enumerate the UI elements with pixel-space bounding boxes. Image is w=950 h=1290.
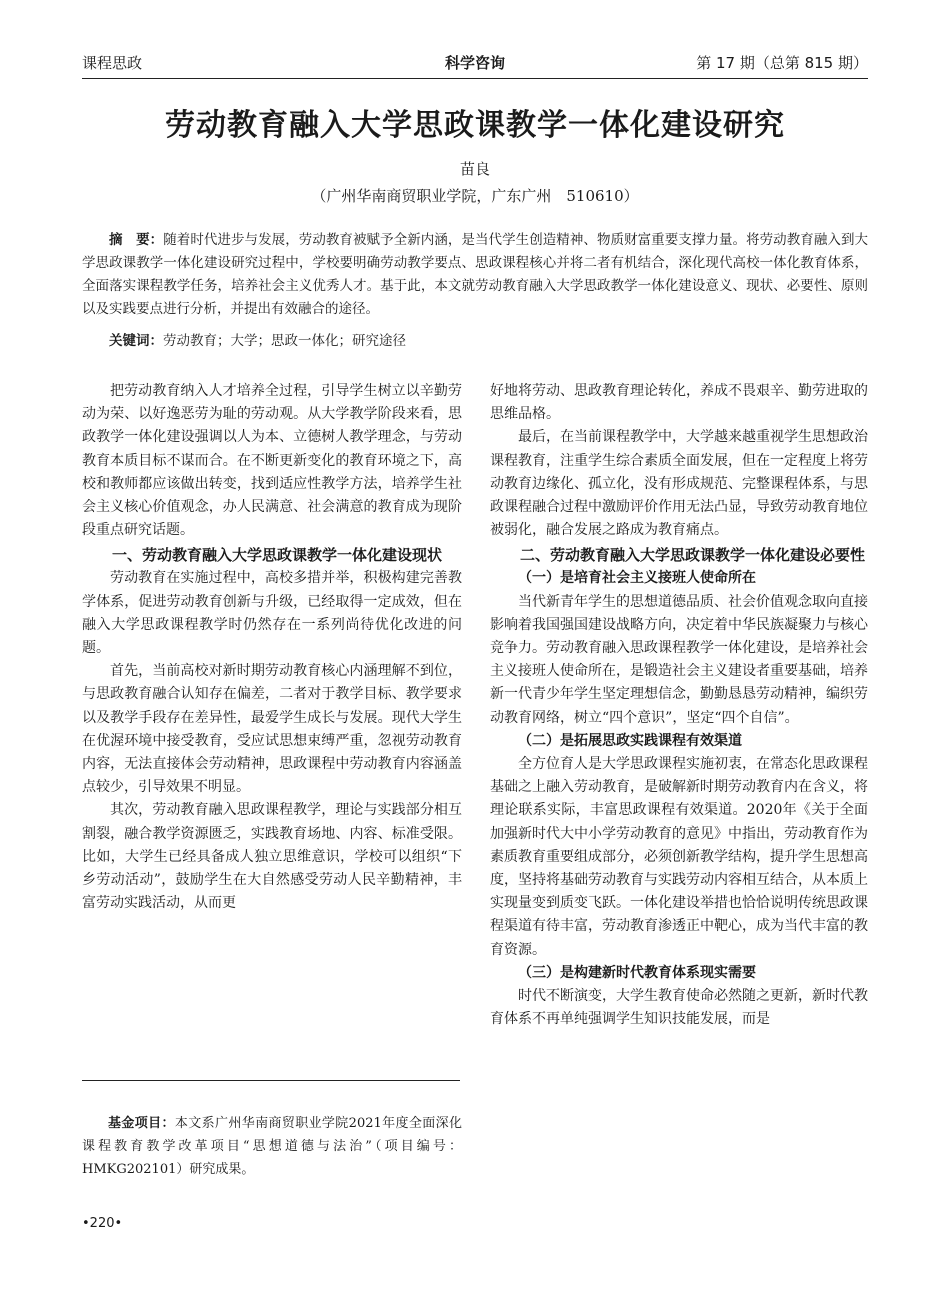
footnote-rule: [82, 1080, 460, 1081]
paragraph: 全方位育人是大学思政课程实施初衷，在常态化思政课程基础之上融入劳动教育，是破解新时期劳动教育内在含义，将理论联系实际，丰富思政课程有效渠道。2020年《关于全面加强新时代大中小学劳动教育的意见》中指出，劳动教育作为素质教育重要组成部分，必须创新教学结构，提升学生思想高度，坚持将基础劳动教育与实践劳动内容相互结合，从本质上实现量变到质变飞跃。一体化建设举措也恰恰说明传统思政课程渠道有待丰富，劳动教育渗透正中靶心，成为当代丰富的教育资源。: [490, 756, 868, 958]
section-heading-2: 二、劳动教育融入大学思政课教学一体化建设必要性: [520, 546, 866, 565]
author: 苗良: [459, 160, 490, 178]
paragraph: 最后，在当前课程教学中，大学越来越重视学生思想政治课程教育，注重学生综合素质全面发展，但在一定程度上将劳动教育边缘化、孤立化，没有形成规范、完整课程体系，与思政课程融合过程中激励评价作用无法凸显，导致劳动教育地位被弱化，融合发展之路成为教育痛点。: [490, 429, 868, 539]
paragraph: 首先，当前高校对新时期劳动教育核心内涵理解不到位，与思政教育融合认知存在偏差，二者对于教学目标、教学要求以及教学手段存在差异性，最爱学生成长与发展。现代大学生在优渥环境中接受教育，受应试思想束缚严重，忽视劳动教育内容，无法直接体会劳动精神，思政课程中劳动教育内容涵盖点较少，引导效果不明显。: [82, 663, 462, 796]
paragraph: 当代新青年学生的思想道德品质、社会价值观念取向直接影响着我国强国建设战略方向，决定着中华民族凝聚力与核心竞争力。劳动教育融入思政课程教学一体化建设，是培养社会主义接班人使命所在，是锻造社会主义建设者重要基础，培养新一代青少年学生坚定理想信念，勤勤恳恳劳动精神，编织劳动教育网络，树立“四个意识”，坚定“四个自信”。: [490, 593, 868, 726]
affiliation: （广州华南商贸职业学院，广东广州 510610）: [311, 187, 639, 205]
abstract: [82, 229, 868, 321]
funding-text: 本文系广州华南商贸职业学院2021年度全面深化课程教育教学改革项目“思想道德与法治”（项目编号：HMKG202101）研究成果。: [82, 1116, 462, 1177]
right-column: [490, 380, 868, 1031]
page-number: •220•: [82, 1216, 123, 1231]
subsection-heading-1: （一）是培育社会主义接班人使命所在: [518, 570, 756, 587]
funding-label: 基金项目：: [108, 1116, 175, 1131]
abstract-text: 随着时代进步与发展，劳动教育被赋予全新内涵，是当代学生创造精神、物质财富重要支撑力量。将劳动教育融入到大学思政课教学一体化建设研究过程中，学校要明确劳动教学要点、思政课程核心并将二者有机结合，深化现代高校一体化教育体系，全面落实课程教学任务，培养社会主义优秀人才。基于此，本文就劳动教育融入大学思政教学一体化建设意义、现状、必要性、原则以及实践要点进行分析，并提出有效融合的途径。: [82, 232, 868, 317]
paragraph-continued: 好地将劳动、思政教育理论转化，养成不畏艰辛、勤劳进取的思维品格。: [490, 383, 868, 423]
header-section: 课程思政: [82, 54, 143, 72]
subsection-heading-2: （二）是拓展思政实践课程有效渠道: [518, 732, 742, 749]
subsection-heading-3: （三）是构建新时代教育体系现实需要: [518, 964, 756, 981]
keywords-label: 关键词：: [109, 333, 163, 349]
paragraph: 劳动教育在实施过程中，高校多措并举，积极构建完善教学体系，促进劳动教育创新与升级，已经取得一定成效，但在融入大学思政课程教学时仍然存在一系列尚待优化改进的问题。: [82, 570, 462, 657]
header-issue: 第 17 期（总第 815 期）: [696, 54, 868, 72]
keywords-text: 劳动教育；大学；思政一体化；研究途径: [163, 333, 406, 349]
section-heading-1: 一、劳动教育融入大学思政课教学一体化建设现状: [112, 546, 443, 565]
paragraph: 其次，劳动教育融入思政课程教学，理论与实践部分相互割裂，融合教学资源匮乏，实践教育场地、内容、标准受限。比如，大学生已经具备成人独立思维意识，学校可以组织“下乡劳动活动”，鼓励学生在大自然感受劳动人民辛勤精神，丰富劳动实践活动，从而更: [82, 802, 462, 912]
running-header: [82, 52, 868, 74]
left-column: [82, 380, 462, 915]
paragraph: 把劳动教育纳入人才培养全过程，引导学生树立以辛勤劳动为荣、以好逸恶劳为耻的劳动观。从大学教学阶段来看，思政教学一体化建设强调以人为本、立德树人教学理念，与劳动教育本质目标不谋而合。在不断更新变化的教育环境之下，高校和教师都应该做出转变，找到适应性教学方法，培养学生社会主义核心价值观念，办人民满意、社会满意的教育成为现阶段重点研究话题。: [82, 383, 462, 539]
funding-footnote: [82, 1112, 462, 1181]
paragraph: 时代不断演变，大学生教育使命必然随之更新，新时代教育体系不再单纯强调学生知识技能发展，而是: [490, 988, 868, 1028]
article-title: 劳动教育融入大学思政课教学一体化建设研究: [165, 108, 785, 143]
abstract-label: 摘 要：: [109, 232, 164, 248]
header-rule: [82, 78, 868, 79]
header-journal: 科学咨询: [444, 54, 505, 72]
keywords: [82, 330, 868, 353]
